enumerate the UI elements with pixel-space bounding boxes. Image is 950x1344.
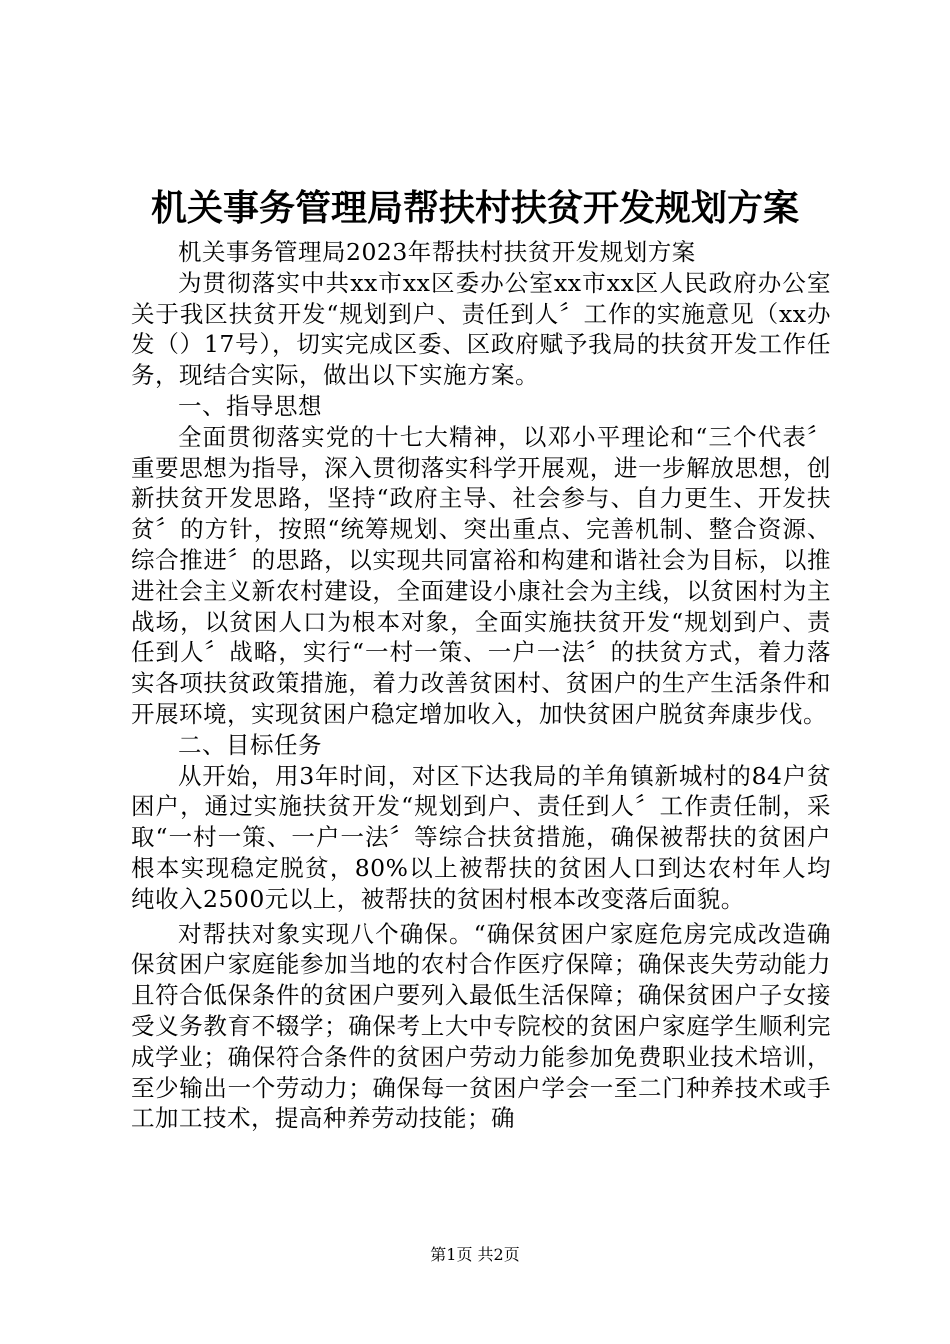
paragraph-eight-guarantees: 对帮扶对象实现八个确保。“确保贫困户家庭危房完成改造确保贫困户家庭能参加当地的农村合作医疗保障；确保丧失劳动能力且符合低保条件的贫困户要列入最低生活保障；确保贫困户子女接受义务教育不辍学；确保考上大中专院校的贫困户家庭学生顺利完成学业；确保符合条件的贫困户劳动力能参加免费职业技术培训，至少输出一个劳动力；确保每一贫困户学会一至二门种养技术或手工加工技术，提高种养劳动技能；确: [131, 919, 831, 1133]
paragraph-goals: 从开始，用3年时间，对区下达我局的羊角镇新城村的84户贫困户，通过实施扶贫开发“规划到户、责任到人〞工作责任制，采取“一村一策、一户一法〞等综合扶贫措施，确保被帮扶的贫困户根本实现稳定脱贫，80%以上被帮扶的贫困人口到达农村年人均纯收入2500元以上，被帮扶的贫困村根本改变落后面貌。: [131, 761, 831, 913]
page-footer: 第1页 共2页: [430, 1245, 520, 1264]
paragraph-subtitle: 机关事务管理局2023年帮扶村扶贫开发规划方案: [178, 238, 696, 266]
document-title: 机关事务管理局帮扶村扶贫开发规划方案: [150, 187, 799, 229]
section-heading-guiding-thought: 一、指导思想: [178, 391, 322, 420]
paragraph-intro: 为贯彻落实中共xx市xx区委办公室xx市xx区人民政府办公室关于我区扶贫开发“规划到户、责任到人〞工作的实施意见（xx办发（）17号），切实完成区委、区政府赋予我局的扶贫开发工作任务，现结合实际，做出以下实施方案。: [131, 268, 831, 390]
paragraph-guiding-thought: 全面贯彻落实党的十七大精神，以邓小平理论和“三个代表〞重要思想为指导，深入贯彻落实科学开展观，进一步解放思想，创新扶贫开发思路，坚持“政府主导、社会参与、自力更生、开发扶贫〞的方针，按照“统筹规划、突出重点、完善机制、整合资源、综合推进〞的思路，以实现共同富裕和构建和谐社会为目标，以推进社会主义新农村建设，全面建设小康社会为主线，以贫困村为主战场，以贫困人口为根本对象，全面实施扶贫开发“规划到户、责任到人〞战略，实行“一村一策、一户一法〞的扶贫方式，着力落实各项扶贫政策措施，着力改善贫困村、贫困户的生产生活条件和开展环境，实现贫困户稳定增加收入，加快贫困户脱贫奔康步伐。: [131, 422, 831, 728]
document-body: [131, 237, 831, 1134]
section-heading-goals: 二、目标任务: [178, 730, 322, 759]
